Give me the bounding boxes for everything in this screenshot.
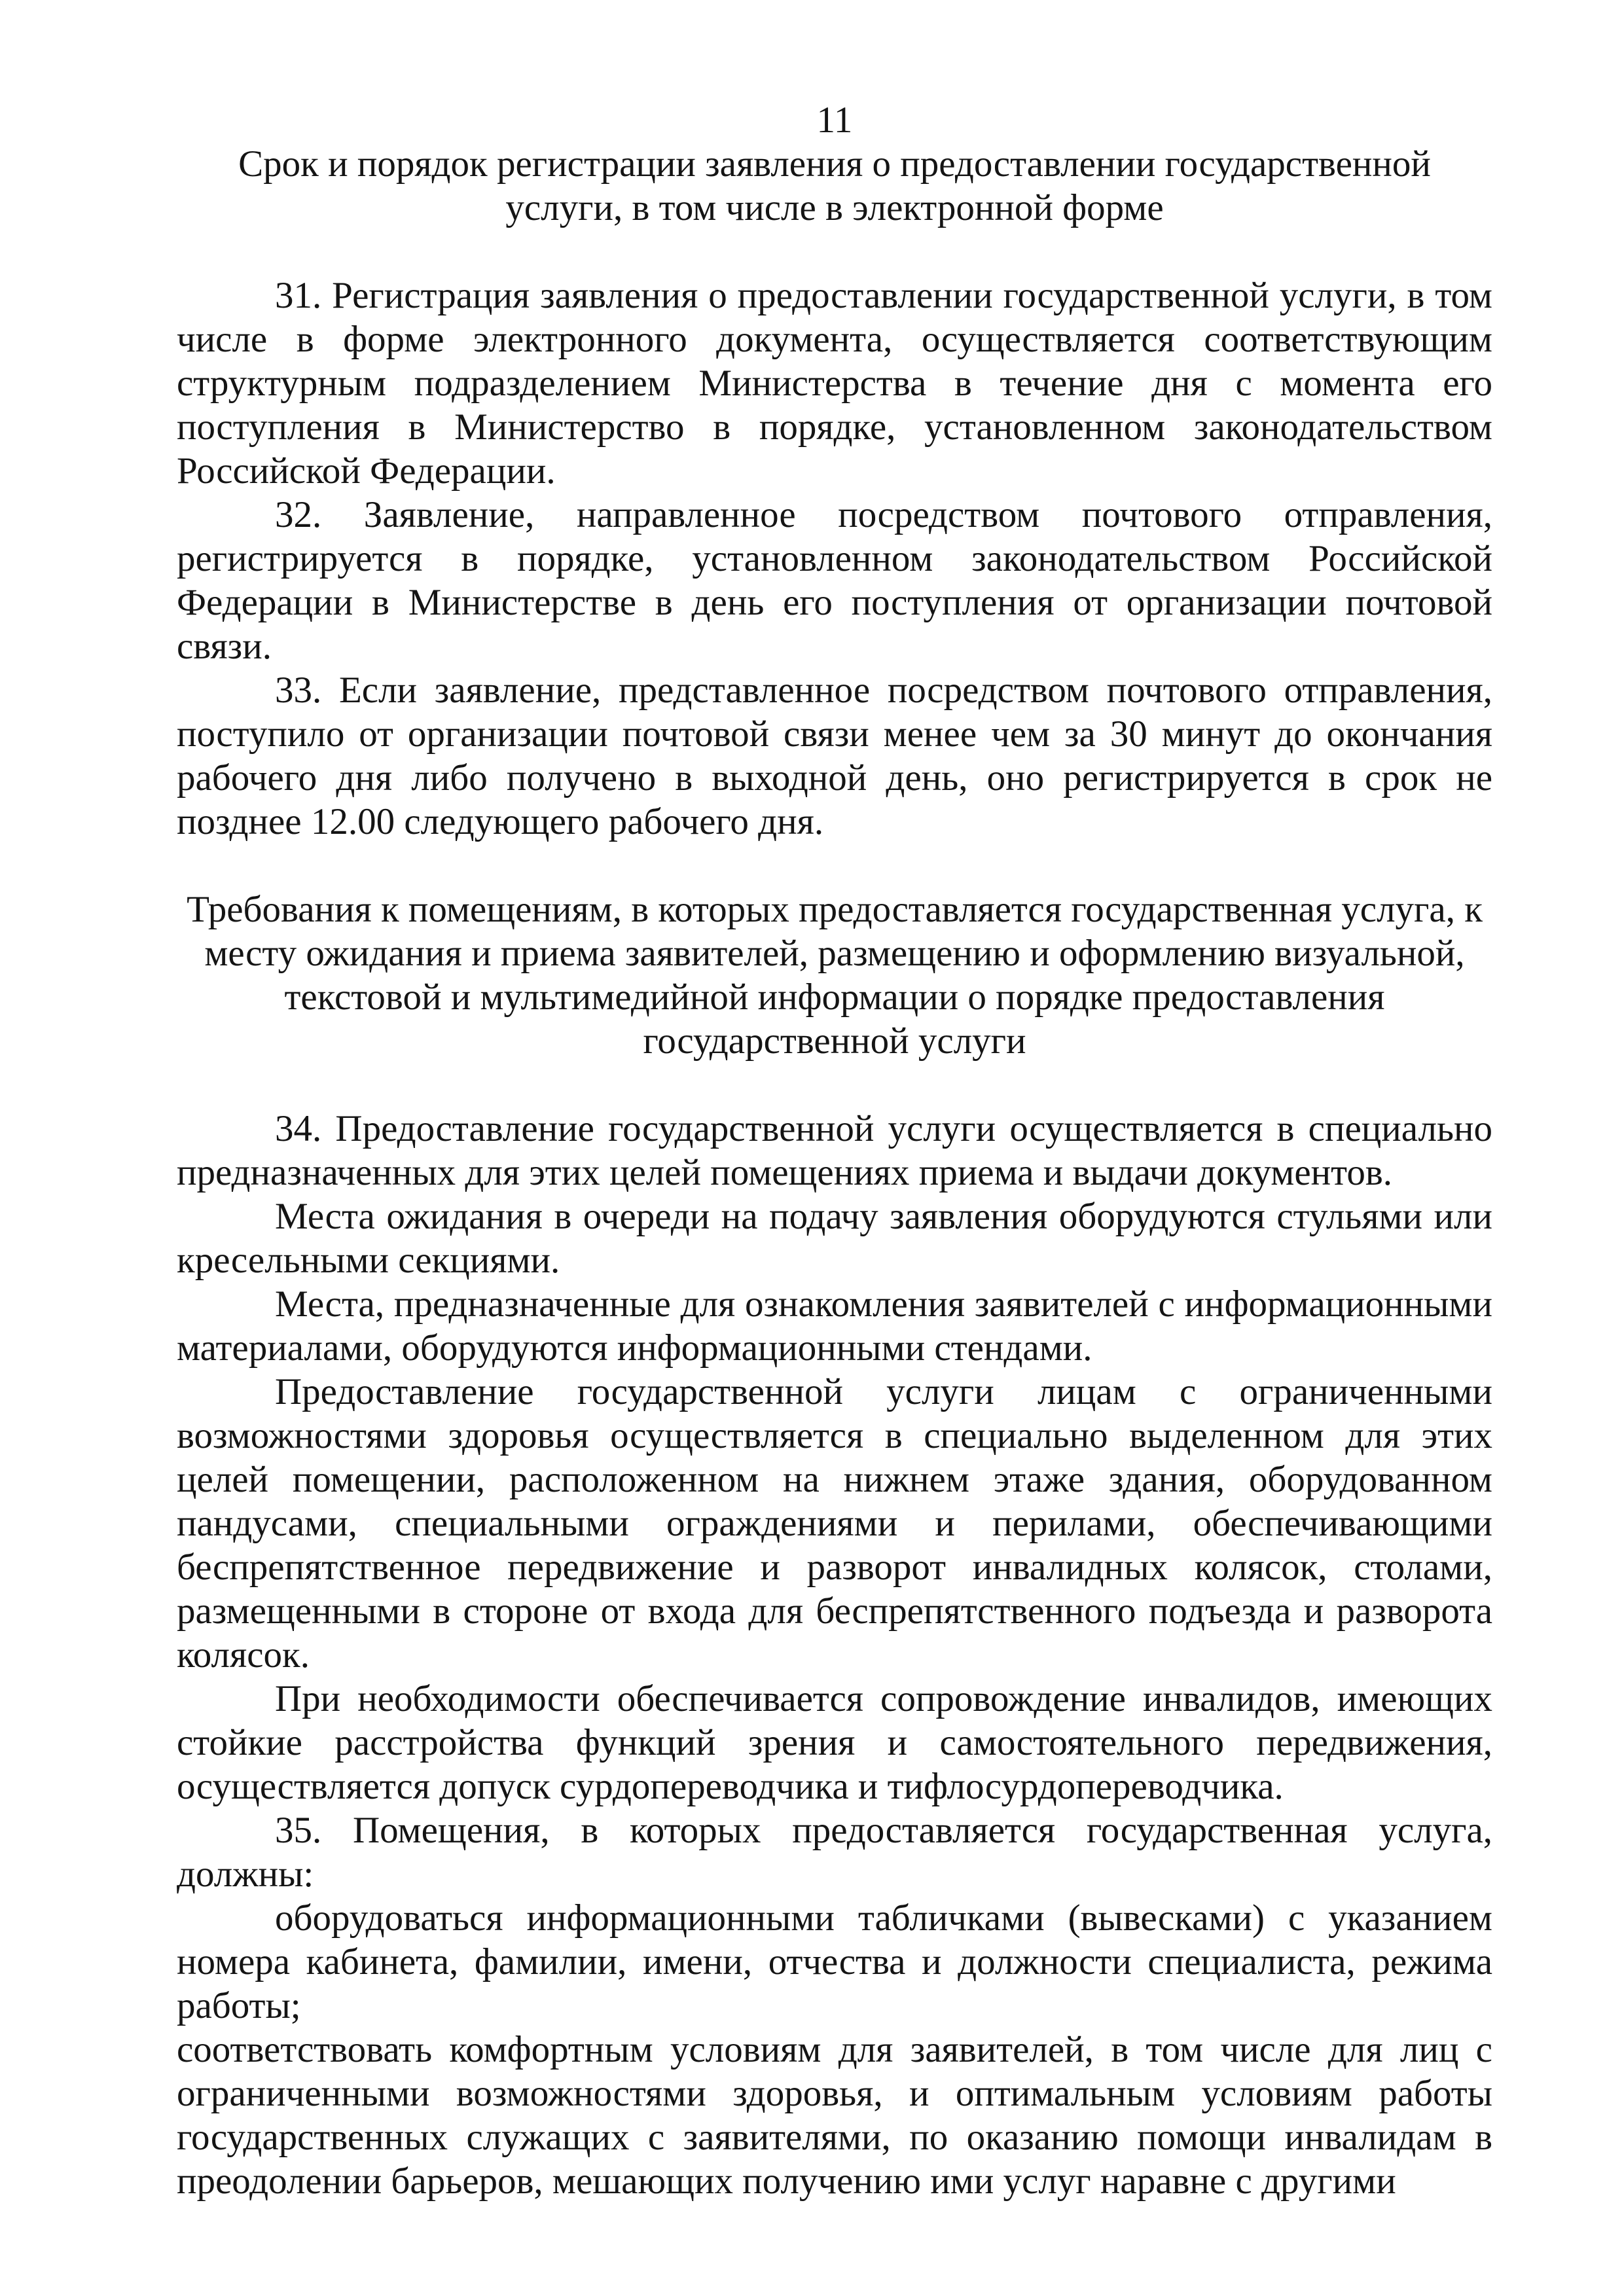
paragraph-waiting-places: Места ожидания в очереди на подачу заявления оборудуются стульями или кресельными секциями. — [177, 1196, 1492, 1281]
paragraph-disabled-access: Предоставление государственной услуги лицам с ограниченными возможностями здоровья осуществляется в специально выделенном для этих целей помещении, расположенном на нижнем этаже здания, оборудованном пандусами, специальными ограждениями и перилами, обеспечивающими беспрепятственное передвижение и разворот инвалидных колясок, столами, размещенными в стороне от входа для беспрепятственного подъезда и разворота колясок. — [177, 1371, 1492, 1676]
paragraph-signage: оборудоваться информационными табличками (вывесками) с указанием номера кабинета, фамилии, имени, отчества и должности специалиста, режима работы; — [177, 1897, 1492, 2026]
paragraph-32: 32. Заявление, направленное посредством почтового отправления, регистрируется в порядке, установленном законодательством Российской Федерации в Министерстве в день его поступления от организации почтовой связи. — [177, 494, 1492, 667]
paragraph-35: 35. Помещения, в которых предоставляется государственная услуга, должны: — [177, 1810, 1492, 1895]
paragraph-34: 34. Предоставление государственной услуги осуществляется в специально предназначенных для этих целей помещениях приема и выдачи документов. — [177, 1108, 1492, 1193]
paragraph-info-stands: Места, предназначенные для ознакомления заявителей с информационными материалами, оборудуются информационными стендами. — [177, 1283, 1492, 1369]
paragraph-comfort: соответствовать комфортным условиям для заявителей, в том числе для лиц с ограниченными возможностями здоровья, и оптимальным условиям работы государственных служащих с заявителями, по оказанию помощи инвалидам в преодолении барьеров, мешающих получению ими услуг наравне с другими — [177, 2029, 1492, 2202]
section-heading-registration: Срок и порядок регистрации заявления о предоставлении государственной услуги, в том числе в электронной форме — [238, 143, 1431, 228]
paragraph-31: 31. Регистрация заявления о предоставлении государственной услуги, в том числе в форме электронного документа, осуществляется соответствующим структурным подразделением Министерства в течение дня с момента его поступления в Министерство в порядке, установленном законодательством Российской Федерации. — [177, 275, 1492, 492]
section-heading-premises: Требования к помещениям, в которых предоставляется государственная услуга, к месту ожидания и приема заявителей, размещению и оформлению визуальной, текстовой и мультимедийной информации о порядке предоставления государственной услуги — [187, 889, 1483, 1062]
document-page — [177, 98, 1492, 2203]
paragraph-escort: При необходимости обеспечивается сопровождение инвалидов, имеющих стойкие расстройства функций зрения и самостоятельного передвижения, осуществляется допуск сурдопереводчика и тифлосурдопереводчика. — [177, 1678, 1492, 1807]
page-number: 11 — [816, 99, 853, 141]
paragraph-33: 33. Если заявление, представленное посредством почтового отправления, поступило от организации почтовой связи менее чем за 30 минут до окончания рабочего дня либо получено в выходной день, оно регистрируется в срок не позднее 12.00 следующего рабочего дня. — [177, 670, 1492, 842]
